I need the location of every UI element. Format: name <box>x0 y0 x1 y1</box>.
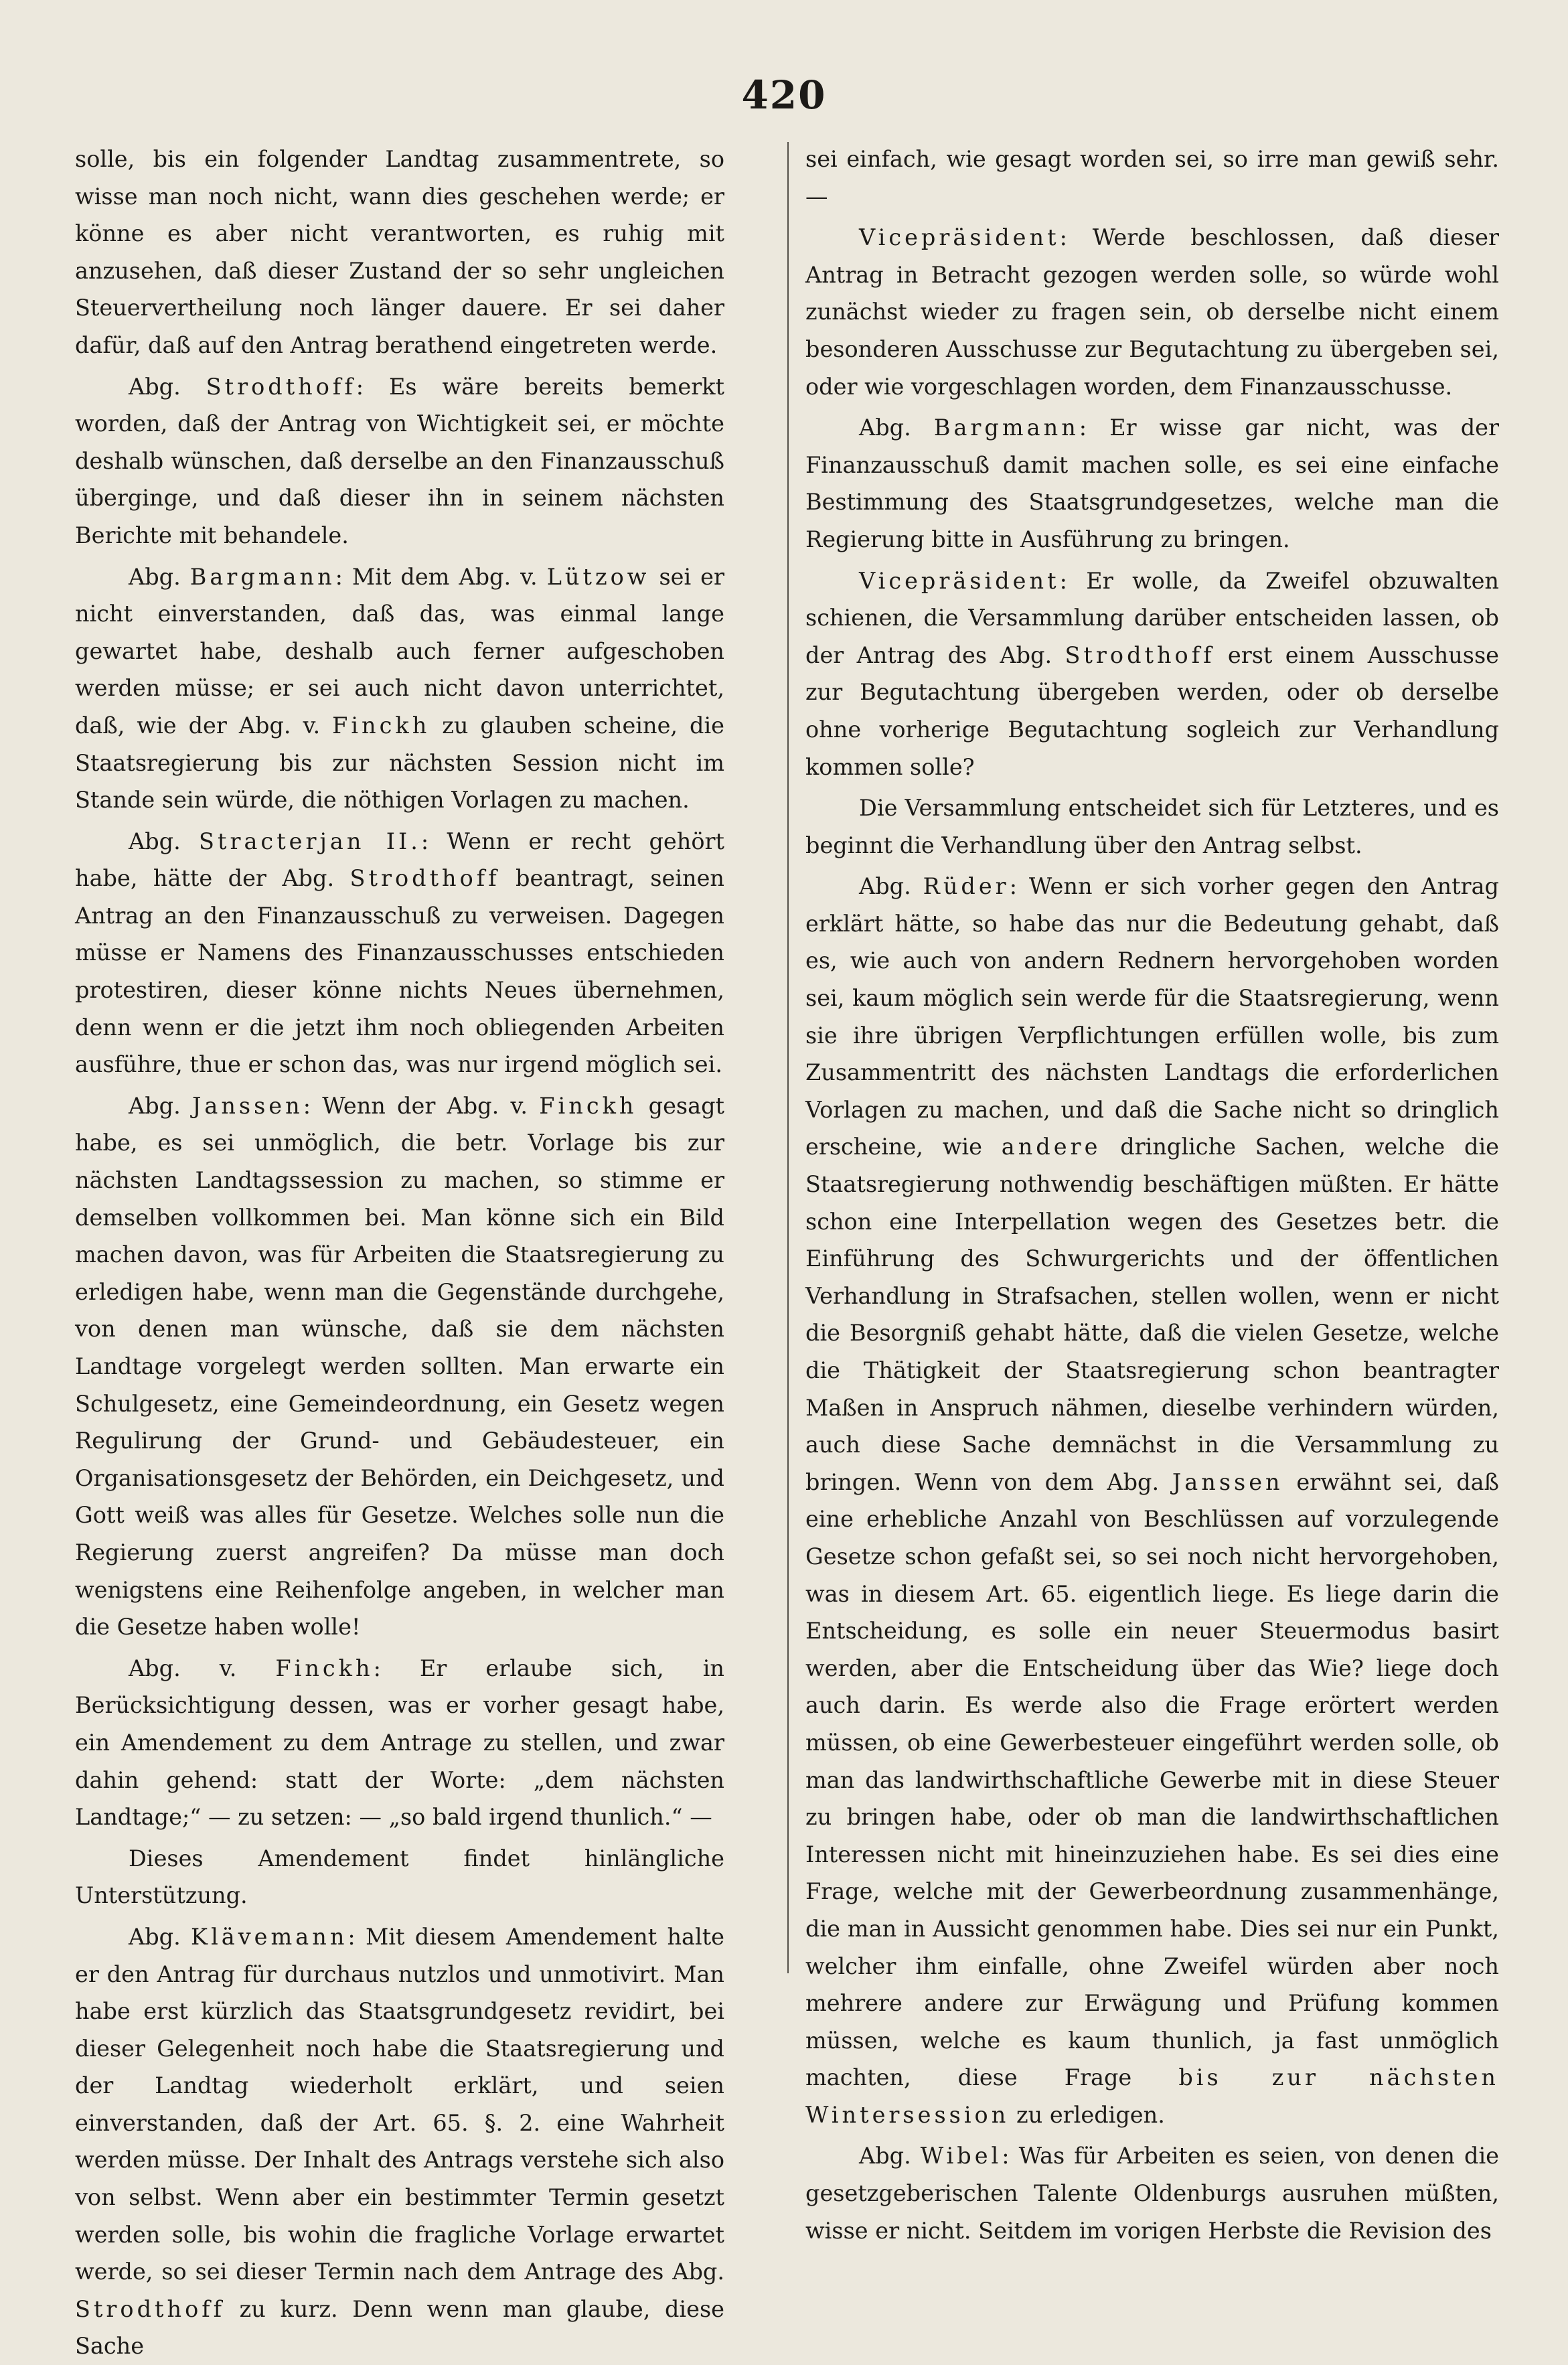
paragraph-text: dringliche Sachen, welche die Staatsregierung nothwendig beschäftigen müßten. Er hätte schon eine Interpellation wegen des Gesetzes betr. die Einführung des Schwurgerichts und der öffentlichen Verhandlung in Strafsachen, stellen wollen, wenn er nicht die Besorgniß gehabt hätte, daß die vielen Gesetze, welche die Thätigkeit der Staatsregierung schon beantragter Maßen in Anspruch nähmen, dieselbe verhindern würden, auch diese Sache demnächst in die Versammlung zu bringen. Wenn von dem Abg. <box>805 1134 1499 1495</box>
speaker-name: Klävemann <box>191 1923 348 1950</box>
paragraph-text: : Wenn der Abg. v. <box>303 1092 540 1119</box>
paragraph-text: sei einfach, wie gesagt worden sei, so irre man gewiß sehr. — <box>805 146 1499 210</box>
speaker-name: Strodthoff <box>75 2295 226 2322</box>
paragraph-text: Dieses Amendement findet hinlängliche Unterstützung. <box>75 1845 724 1909</box>
paragraph-text: Abg. <box>129 828 200 854</box>
paragraph-text: zu kurz. Denn wenn man glaube, diese Sache <box>75 2295 724 2360</box>
paragraph-text: Abg. <box>129 1092 192 1119</box>
paragraph <box>75 368 724 554</box>
right-column <box>805 141 1499 2249</box>
paragraph <box>805 219 1499 405</box>
left-column <box>75 141 724 2365</box>
paragraph-text: : Er erlaube sich, in Berücksichtigung dessen, was er vorher gesagt habe, ein Amendement zu dem Antrage zu stellen, und zwar dahin gehend: statt der Worte: „dem nächsten Landtage;“ — zu setzen: — „so bald irgend thunlich.“ — <box>75 1655 724 1831</box>
speaker-name: Janssen <box>1172 1468 1283 1495</box>
paragraph-text: Abg. <box>859 873 923 900</box>
paragraph-text: gesagt habe, es sei unmöglich, die betr. Vorlage bis zur nächsten Landtagssession zu machen, so stimme er demselben vollkommen bei. Man könne sich ein Bild machen davon, was für Arbeiten die Staatsregierung zu erledigen habe, wenn man die Gegenstände durchgehe, von denen man wünsche, daß sie dem nächsten Landtage vorgelegt werden sollten. Man erwarte ein Schulgesetz, eine Gemeindeordnung, ein Gesetz wegen Regulirung der Grund- und Gebäudesteuer, ein Organisationsgesetz der Behörden, ein Deichgesetz, und Gott weiß was alles für Gesetze. Welches solle nun die Regierung zuerst angreifen? Da müsse man doch wenigstens eine Reihenfolge angeben, in welcher man die Gesetze haben wolle! <box>75 1092 724 1641</box>
paragraph-text: Abg. <box>129 563 190 590</box>
paragraph <box>805 868 1499 2133</box>
speaker-name: Bargmann <box>933 414 1079 441</box>
paragraph-text: Abg. <box>129 373 206 400</box>
speaker-name: Vicepräsident <box>859 567 1060 594</box>
paragraph-text: Die Versammlung entscheidet sich für Letzteres, und es beginnt die Verhandlung über den Antrag selbst. <box>805 795 1499 858</box>
paragraph-text: zu glauben scheine, die Staatsregierung bis zur nächsten Session nicht im Stande sein würde, die nöthigen Vorlagen zu machen. <box>75 712 724 814</box>
paragraph <box>75 823 724 1083</box>
paragraph-text: sei er nicht einverstanden, daß das, was einmal lange gewartet habe, deshalb auch ferner aufgeschoben werden müsse; er sei auch nicht davon unterrichtet, daß, wie der Abg. v. <box>75 563 724 739</box>
paragraph-text: Abg. v. <box>129 1655 276 1681</box>
paragraph-text: erwähnt sei, daß eine erhebliche Anzahl von Beschlüssen auf vorzulegende Gesetze schon gefaßt sei, so sei noch nicht hervorgehoben, was in diesem Art. 65. eigentlich liege. Es liege darin die Entscheidung, es solle ein neuer Steuermodus basirt werden, aber die Entscheidung über das Wie? liege doch auch darin. Es werde also die Frage erörtert werden müssen, ob eine Gewerbesteuer eingeführt werden solle, ob man das landwirthschaftliche Gewerbe mit in diese Steuer zu bringen habe, oder ob man die landwirthschaftlichen Interessen nicht mit hineinzuziehen habe. Es sei dies eine Frage, welche mit der Gewerbeordnung zusammenhänge, die man in Aussicht genommen habe. Dies sei nur ein Punkt, welcher ihm einfalle, ohne Zweifel würden aber noch mehrere andere zur Erwägung und Prüfung kommen müssen, welche es kaum thunlich, ja fast unmöglich machten, diese Frage <box>805 1468 1499 2091</box>
speaker-name: Vicepräsident <box>859 224 1060 251</box>
paragraph-text: : Wenn er recht gehört habe, hätte der Abg. <box>75 828 724 892</box>
paragraph-text: : Mit diesem Amendement halte er den Antrag für durchaus nutzlos und unmotivirt. Man habe erst kürzlich das Staatsgrundgesetz revidirt, bei dieser Gelegenheit noch habe die Staatsregierung und der Landtag wiederholt erklärt, und seien einverstanden, daß der Art. 65. §. 2. eine Wahrheit werden müsse. Der Inhalt des Antrags verstehe sich also von selbst. Wenn aber ein bestimmter Termin gesetzt werden solle, bis wohin die fragliche Vorlage erwartet werde, so sei dieser Termin nach dem Antrage des Abg. <box>75 1923 724 2285</box>
paragraph-text: Abg. <box>129 1923 191 1950</box>
speaker-name: Stracterjan II. <box>199 828 421 854</box>
paragraph <box>805 562 1499 786</box>
paragraph-text: : Er wolle, da Zweifel obzuwalten schienen, die Versammlung darüber entscheiden lassen, ob der Antrag des Abg. <box>805 567 1499 668</box>
paragraph-text: : Mit dem Abg. v. <box>335 563 547 590</box>
speaker-name: Strodthoff <box>1065 641 1215 668</box>
paragraph-text: : Es wäre bereits bemerkt worden, daß der Antrag von Wichtigkeit sei, er möchte deshalb wünschen, daß derselbe an den Finanzausschuß überginge, und daß dieser ihn in seinem nächsten Berichte mit behandele. <box>75 373 724 548</box>
speaker-name: Finckh <box>332 712 430 739</box>
speaker-name: Rüder <box>923 873 1010 900</box>
speaker-name: andere <box>1001 1134 1101 1160</box>
paragraph <box>805 789 1499 864</box>
paragraph <box>75 141 724 364</box>
paragraph-text: beantragt, seinen Antrag an den Finanzausschuß zu verweisen. Dagegen müsse er Namens des Finanzausschusses entschieden protestiren, dieser könne nichts Neues übernehmen, denn wenn er die jetzt ihm noch obliegenden Arbeiten ausführe, thue er schon das, was nur irgend möglich sei. <box>75 865 725 1078</box>
paragraph <box>75 1918 724 2365</box>
speaker-name: Finckh <box>275 1655 374 1681</box>
paragraph <box>75 1840 724 1914</box>
paragraph <box>75 1087 724 1646</box>
speaker-name: Bargmann <box>189 563 335 590</box>
paragraph-text: solle, bis ein folgender Landtag zusammentrete, so wisse man noch nicht, wann dies geschehen werde; er könne es aber nicht verantworten, es ruhig mit anzusehen, daß dieser Zustand der so sehr ungleichen Steuervertheilung noch länger dauere. Er sei daher dafür, daß auf den Antrag berathend eingetreten werde. <box>75 146 724 358</box>
page-number: 420 <box>741 72 827 118</box>
paragraph <box>805 409 1499 558</box>
paragraph <box>75 1650 724 1836</box>
paragraph-text: Abg. <box>859 414 934 441</box>
paragraph-text: : Er wisse gar nicht, was der Finanzausschuß damit machen solle, es sei eine einfache Bestimmung des Staatsgrundgesetzes, welche man die Regierung bitte in Ausführung zu bringen. <box>805 414 1499 552</box>
speaker-name: bis zur nächsten Wintersession <box>805 2064 1499 2128</box>
speaker-name: Lützow <box>546 563 650 590</box>
paragraph-text: erst einem Ausschusse zur Begutachtung übergeben werden, oder ob derselbe ohne vorherige Begutachtung sogleich zur Verhandlung kommen solle? <box>805 641 1500 780</box>
paragraph-text: : Was für Arbeiten es seien, von denen die gesetzgeberischen Talente Oldenburgs ausruhen müßten, wisse er nicht. Seitdem im vorigen Herbste die Revision des <box>805 2143 1499 2244</box>
speaker-name: Strodthoff <box>206 373 356 400</box>
paragraph <box>805 2137 1499 2249</box>
speaker-name: Wibel <box>920 2143 1002 2169</box>
paragraph-text: Abg. <box>859 2143 921 2169</box>
column-divider <box>787 142 789 1973</box>
paragraph <box>805 141 1499 215</box>
paragraph <box>75 558 724 819</box>
speaker-name: Strodthoff <box>349 865 500 892</box>
paragraph-text: : Wenn er sich vorher gegen den Antrag erklärt hätte, so habe das nur die Bedeutung gehabt, daß es, wie auch von andern Rednern hervorgehoben worden sei, kaum möglich sein werde für die Staatsregierung, wenn sie ihre übrigen Verpflichtungen erfüllen wolle, bis zum Zusammentritt des nächsten Landtags die erforderlichen Vorlagen zu machen, und daß die Sache nicht so dringlich erscheine, wie <box>805 873 1499 1160</box>
paragraph-text: zu erledigen. <box>1009 2101 1165 2128</box>
speaker-name: Janssen <box>191 1092 303 1119</box>
paragraph-text: : Werde beschlossen, daß dieser Antrag in Betracht gezogen werden solle, so würde wohl zunächst wieder zu fragen sein, ob derselbe nicht einem besonderen Ausschusse zur Begutachtung zu übergeben sei, oder wie vorgeschlagen worden, dem Finanzausschusse. <box>805 224 1499 400</box>
speaker-name: Finckh <box>539 1092 637 1119</box>
